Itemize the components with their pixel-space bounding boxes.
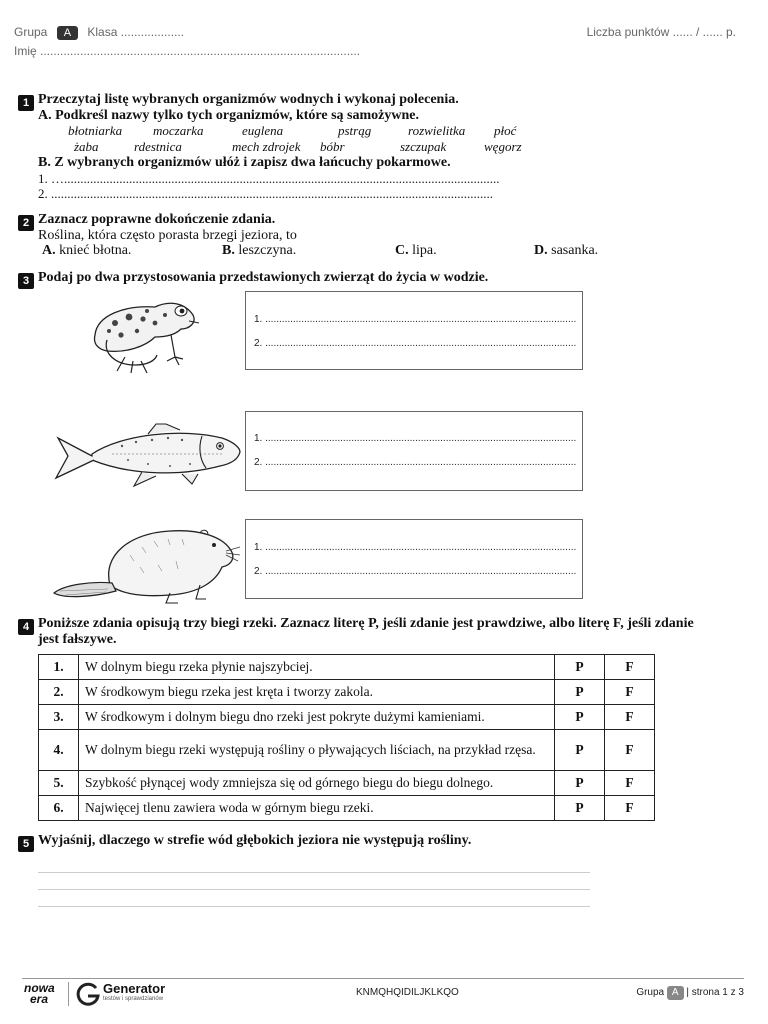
row-statement: W środkowym i dolnym biegu dno rzeki jest pokryte dużymi kamieniami. — [79, 705, 555, 730]
answer-line[interactable]: 1. ................................................................................................................ — [254, 314, 577, 325]
q2-option-a[interactable]: A. knieć błotna. — [42, 243, 132, 258]
true-option[interactable]: P — [555, 680, 605, 705]
true-option[interactable]: P — [555, 796, 605, 821]
row-statement: Najwięcej tlenu zawiera woda w górnym biegu rzeki. — [79, 796, 555, 821]
q2-stem: Roślina, która często porasta brzegi jeziora, to — [38, 228, 297, 243]
table-row — [39, 771, 655, 796]
group-label: Grupa — [14, 25, 48, 39]
frog-answer-box[interactable] — [245, 291, 583, 370]
row-number: 6. — [39, 796, 79, 821]
false-option[interactable]: F — [605, 680, 655, 705]
organism-item: rdestnica — [134, 139, 182, 154]
writing-line[interactable] — [38, 889, 590, 890]
beaver-answer-box[interactable] — [245, 519, 583, 599]
false-option[interactable]: F — [605, 796, 655, 821]
class-label: Klasa ................... — [87, 25, 185, 39]
organism-item: moczarka — [153, 123, 204, 138]
footer-page-info: Grupa A | strona 1 z 3 — [636, 987, 744, 998]
row-number: 3. — [39, 705, 79, 730]
row-statement: W środkowym biegu rzeka jest kręta i tworzy zakola. — [79, 680, 555, 705]
writing-line[interactable] — [38, 906, 590, 907]
frog-illustration — [85, 295, 205, 380]
fish-answer-box[interactable] — [245, 411, 583, 491]
table-row — [39, 796, 655, 821]
answer-line[interactable]: 1. …...................................................................................................................................... — [38, 171, 500, 186]
footer-divider — [22, 978, 744, 979]
q5-title: Wyjaśnij, dlaczego w strefie wód głębokich jeziora nie występują rośliny. — [38, 833, 472, 848]
row-statement: Szybkość płynącej wody zmniejsza się od górnego biegu do biegu dolnego. — [79, 771, 555, 796]
row-number: 2. — [39, 680, 79, 705]
row-statement: W dolnym biegu rzeki występują rośliny o pływających liściach, na przykład rzęsa. — [79, 730, 555, 771]
true-false-table — [38, 654, 655, 821]
true-option[interactable]: P — [555, 730, 605, 771]
organism-item: płoć — [494, 123, 517, 138]
q2-option-c[interactable]: C. lipa. — [395, 243, 437, 258]
organism-item: bóbr — [320, 139, 345, 154]
logo-divider — [68, 982, 69, 1006]
answer-line[interactable]: 2. ................................................................................................................ — [254, 566, 577, 577]
answer-line[interactable]: 2. ................................................................................................................ — [254, 457, 577, 468]
q1-title: Przeczytaj listę wybranych organizmów wodnych i wykonaj polecenia. — [38, 92, 459, 107]
true-option[interactable]: P — [555, 771, 605, 796]
q2-option-d[interactable]: D. sasanka. — [534, 243, 599, 258]
table-row — [39, 680, 655, 705]
answer-line[interactable]: 1. ................................................................................................................ — [254, 433, 577, 444]
fish-illustration — [52, 420, 244, 492]
name-label: Imię ................................................................................................ — [14, 44, 361, 58]
generator-logo-text: Generator testów i sprawdzianów — [103, 981, 166, 1002]
organism-item: euglena — [242, 123, 284, 138]
organism-item: pstrąg — [338, 123, 372, 138]
answer-line[interactable]: 2. ........................................................................................................................................ — [38, 186, 493, 201]
organism-item: szczupak — [400, 139, 447, 154]
organism-item: węgorz — [484, 139, 522, 154]
q5-number: 5 — [18, 834, 34, 852]
q1-number: 1 — [18, 93, 34, 111]
organism-item: mech zdrojek — [232, 139, 301, 154]
organism-item: rozwielitka — [408, 123, 466, 138]
header-group — [14, 25, 184, 40]
q3-title: Podaj po dwa przystosowania przedstawionych zwierząt do życia w wodzie. — [38, 270, 489, 285]
group-badge: A — [57, 26, 78, 40]
generator-logo-icon — [76, 982, 100, 1006]
nowa-era-logo: nowa era — [24, 981, 55, 1006]
q4-number: 4 — [18, 617, 34, 635]
q2-option-b[interactable]: B. leszczyna. — [222, 243, 297, 258]
table-row — [39, 655, 655, 680]
row-number: 4. — [39, 730, 79, 771]
answer-line[interactable]: 2. ................................................................................................................ — [254, 338, 577, 349]
organism-item: żaba — [74, 139, 99, 154]
row-number: 1. — [39, 655, 79, 680]
q1-part-b: B. Z wybranych organizmów ułóż i zapisz dwa łańcuchy pokarmowe. — [38, 155, 451, 170]
true-option[interactable]: P — [555, 655, 605, 680]
false-option[interactable]: F — [605, 655, 655, 680]
q2-title: Zaznacz poprawne dokończenie zdania. — [38, 212, 276, 227]
false-option[interactable]: F — [605, 771, 655, 796]
false-option[interactable]: F — [605, 730, 655, 771]
table-row — [39, 730, 655, 771]
true-option[interactable]: P — [555, 705, 605, 730]
q4-title: Poniższe zdania opisują trzy biegi rzeki. Zaznacz literę P, jeśli zdanie jest prawdziwe, albo literę F, jeśli zdanie jest fałszywe. — [38, 616, 694, 647]
q1-part-a: A. Podkreśl nazwy tylko tych organizmów, które są samożywne. — [38, 108, 419, 123]
answer-line[interactable]: 1. ................................................................................................................ — [254, 542, 577, 553]
false-option[interactable]: F — [605, 705, 655, 730]
footer-group-badge: A — [667, 986, 684, 1000]
row-statement: W dolnym biegu rzeka płynie najszybciej. — [79, 655, 555, 680]
document-code: KNMQHQIDILJKLKQO — [356, 987, 459, 998]
beaver-illustration — [50, 525, 242, 605]
table-row — [39, 705, 655, 730]
writing-line[interactable] — [38, 872, 590, 873]
q3-number: 3 — [18, 271, 34, 289]
row-number: 5. — [39, 771, 79, 796]
points-label: Liczba punktów ...... / ...... p. — [586, 25, 736, 39]
organism-item: błotniarka — [68, 123, 123, 138]
q2-number: 2 — [18, 213, 34, 231]
